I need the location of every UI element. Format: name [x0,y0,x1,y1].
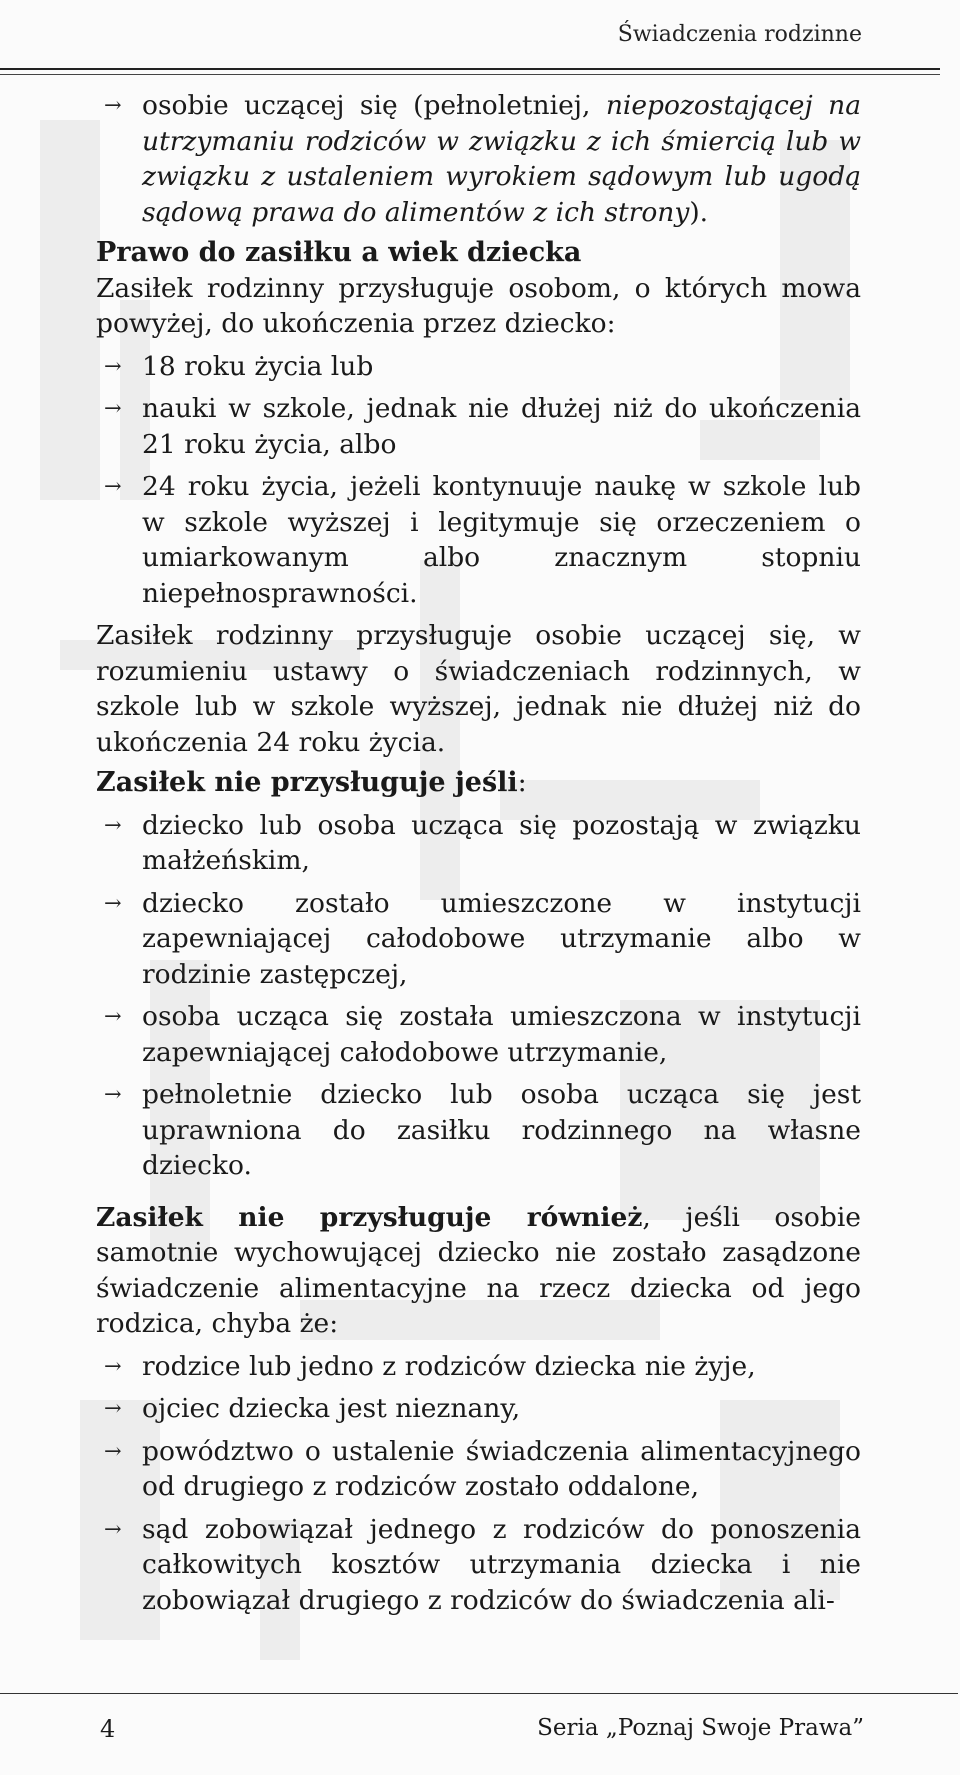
paragraph-text: , jeśli osobie samotnie wychowującej dziecko nie zostało zasądzone świadczenie alimentacyjne na rzecz dziecka od jego rodzica, chyba że: [96,1201,861,1339]
list-item [96,1391,861,1427]
header-rule-thin [0,74,940,75]
footer-rule [0,1693,958,1694]
item-text: 24 roku życia, jeżeli kontynuuje naukę w szkole lub w szkole wyższej i legitymuje się orzeczeniem o umiarkowanym albo znacznym stopniu niepełnosprawności. [142,471,861,609]
item-suffix: ). [689,196,709,228]
section-heading-not [96,765,861,801]
page-number: 4 [100,1715,116,1743]
item-text: nauki w szkole, jednak nie dłużej niż do ukończenia 21 roku życia, albo [142,393,861,460]
list-item [96,886,861,993]
list-item [96,1077,861,1184]
list-item [96,999,861,1070]
list-item [96,88,861,230]
item-text: dziecko lub osoba ucząca się pozostają w związku małżeńskim, [142,809,861,876]
section-heading-age: Prawo do zasiłku a wiek dziecka [96,237,582,268]
arrow-right-icon: → [104,1082,122,1106]
list-item [96,469,861,611]
arrow-right-icon: → [104,93,122,117]
item-text: ojciec dziecka jest nieznany, [142,1393,521,1424]
item-text: sąd zobowiązał jednego z rodziców do ponoszenia całkowitych kosztów utrzymania dziecka i nie zobowiązał drugiego z rodziców do świadczenia ali- [142,1513,861,1616]
arrow-right-icon: → [104,1516,122,1541]
paragraph-bold-lead: Zasiłek nie przysługuje również [96,1201,643,1233]
list-item [96,349,861,385]
item-text: pełnoletnie dziecko lub osoba ucząca się jest uprawniona do zasiłku rodzinnego na własne dziecko. [142,1079,861,1181]
arrow-right-icon: → [104,1396,122,1420]
arrow-right-icon: → [104,474,122,498]
item-text: osobie uczącej się (pełnoletniej, [142,90,606,121]
item-text: osoba ucząca się została umieszczona w instytucji zapewniającej całodobowe utrzymanie, [142,1001,861,1068]
section-paragraph: Zasiłek rodzinny przysługuje osobie uczącej się, w rozumieniu ustawy o świadczeniach rodzinnych, w szkole lub w szkole wyższej, jednak nie dłużej niż do ukończenia 24 roku życia. [96,620,861,758]
header-rule [0,68,940,70]
item-text: rodzice lub jedno z rodziców dziecka nie żyje, [142,1350,756,1382]
arrow-right-icon: → [104,1353,122,1378]
arrow-right-icon: → [104,1438,122,1463]
item-text: powództwo o ustalenie świadczenia alimentacyjnego od drugiego z rodziców zostało oddalone, [142,1435,861,1502]
series-title: Seria „Poznaj Swoje Prawa” [537,1715,864,1741]
arrow-right-icon: → [104,890,122,915]
running-header: Świadczenia rodzinne [617,22,862,47]
list-item [96,1349,861,1385]
list-item [96,808,861,879]
item-italic-text: niepozostającej na utrzymaniu rodziców w związku z ich śmiercią lub w związku z ustaleniem wyrokiem sądowym lub ugodą sądową prawa do alimentów z ich strony [142,90,861,228]
arrow-right-icon: → [104,396,122,420]
list-item [96,1512,861,1619]
item-text: 18 roku życia lub [142,350,374,382]
arrow-right-icon: → [104,1004,122,1028]
section-also-paragraph [96,1200,861,1342]
list-item [96,1434,861,1505]
section-lead: Zasiłek rodzinny przysługuje osobom, o których mowa powyżej, do ukończenia przez dziecko: [96,272,861,339]
item-text: dziecko zostało umieszczone w instytucji zapewniającej całodobowe utrzymanie albo w rodzinie zastępczej, [142,887,861,990]
heading-colon: : [517,767,527,798]
heading-text: Zasiłek nie przysługuje jeśli [96,767,518,798]
list-item [96,391,861,462]
arrow-right-icon: → [104,812,122,837]
page-body [96,88,861,1618]
arrow-right-icon: → [104,353,122,378]
